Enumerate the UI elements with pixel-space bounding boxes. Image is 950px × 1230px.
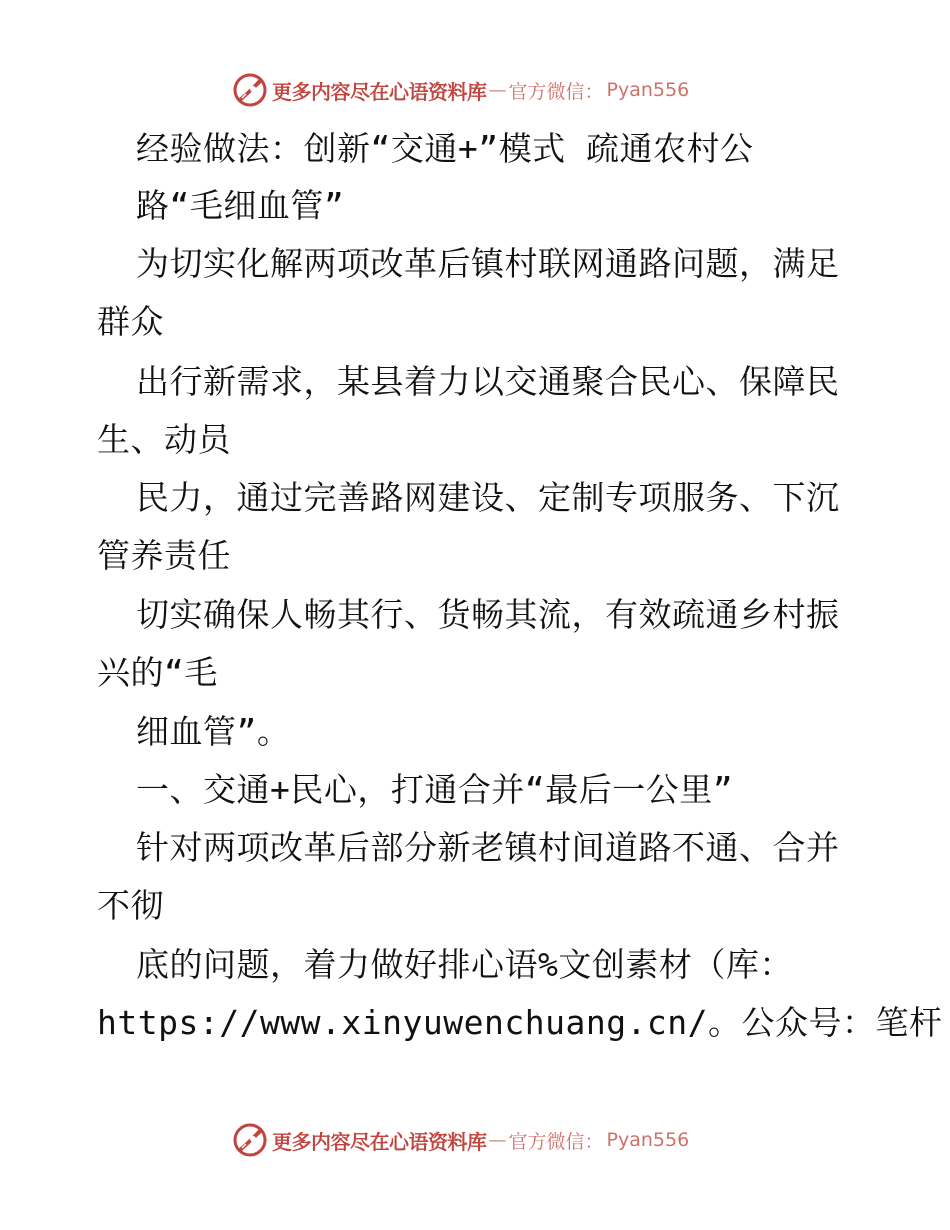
body-line-1: 经验做法：创新“交通+”模式 疏通农村公 (136, 129, 754, 168)
body-line-7: 民力，通过完善路网建设、定制专项服务、下沉 (136, 478, 840, 517)
body-line-8: 管养责任 (97, 536, 231, 575)
brand-text: 更多内容尽在心语资料库 (272, 79, 487, 104)
wechat-id: Pyan556 (606, 1129, 690, 1151)
separator: — (488, 1129, 507, 1151)
official-label: 官方微信： (508, 80, 604, 103)
separator: — (488, 79, 507, 101)
body-line-2: 路“毛细血管” (136, 186, 345, 225)
body-line-13: 针对两项改革后部分新老镇村间道路不通、合并 (136, 828, 840, 867)
body-line-9: 切实确保人畅其行、货畅其流，有效疏通乡村振 (136, 595, 840, 634)
body-line-5: 出行新需求，某县着力以交通聚合民心、保障民 (136, 362, 840, 401)
body-line-12: 一、交通+民心，打通合并“最后一公里” (136, 770, 734, 809)
body-line-11: 细血管”。 (136, 712, 291, 751)
body-line-14: 不彻 (97, 886, 164, 925)
body-line-16: https://www.xinyuwenchuang.cn/。公众号：笔杆 (97, 1003, 943, 1042)
official-label: 官方微信： (508, 1130, 604, 1153)
pen-nib-logo-icon (232, 72, 268, 108)
body-line-6: 生、动员 (97, 420, 231, 459)
pen-nib-logo-icon (232, 1122, 268, 1158)
body-line-3: 为切实化解两项改革后镇村联网通路问题，满足 (136, 244, 840, 283)
body-line-10: 兴的“毛 (97, 653, 218, 692)
wechat-id: Pyan556 (606, 79, 690, 101)
body-line-4: 群众 (97, 302, 164, 341)
footer-watermark-banner (232, 1120, 712, 1160)
body-line-15: 底的问题，着力做好排心语%文创素材（库： (136, 945, 793, 984)
header-watermark-banner (232, 70, 712, 110)
brand-text: 更多内容尽在心语资料库 (272, 1129, 487, 1154)
